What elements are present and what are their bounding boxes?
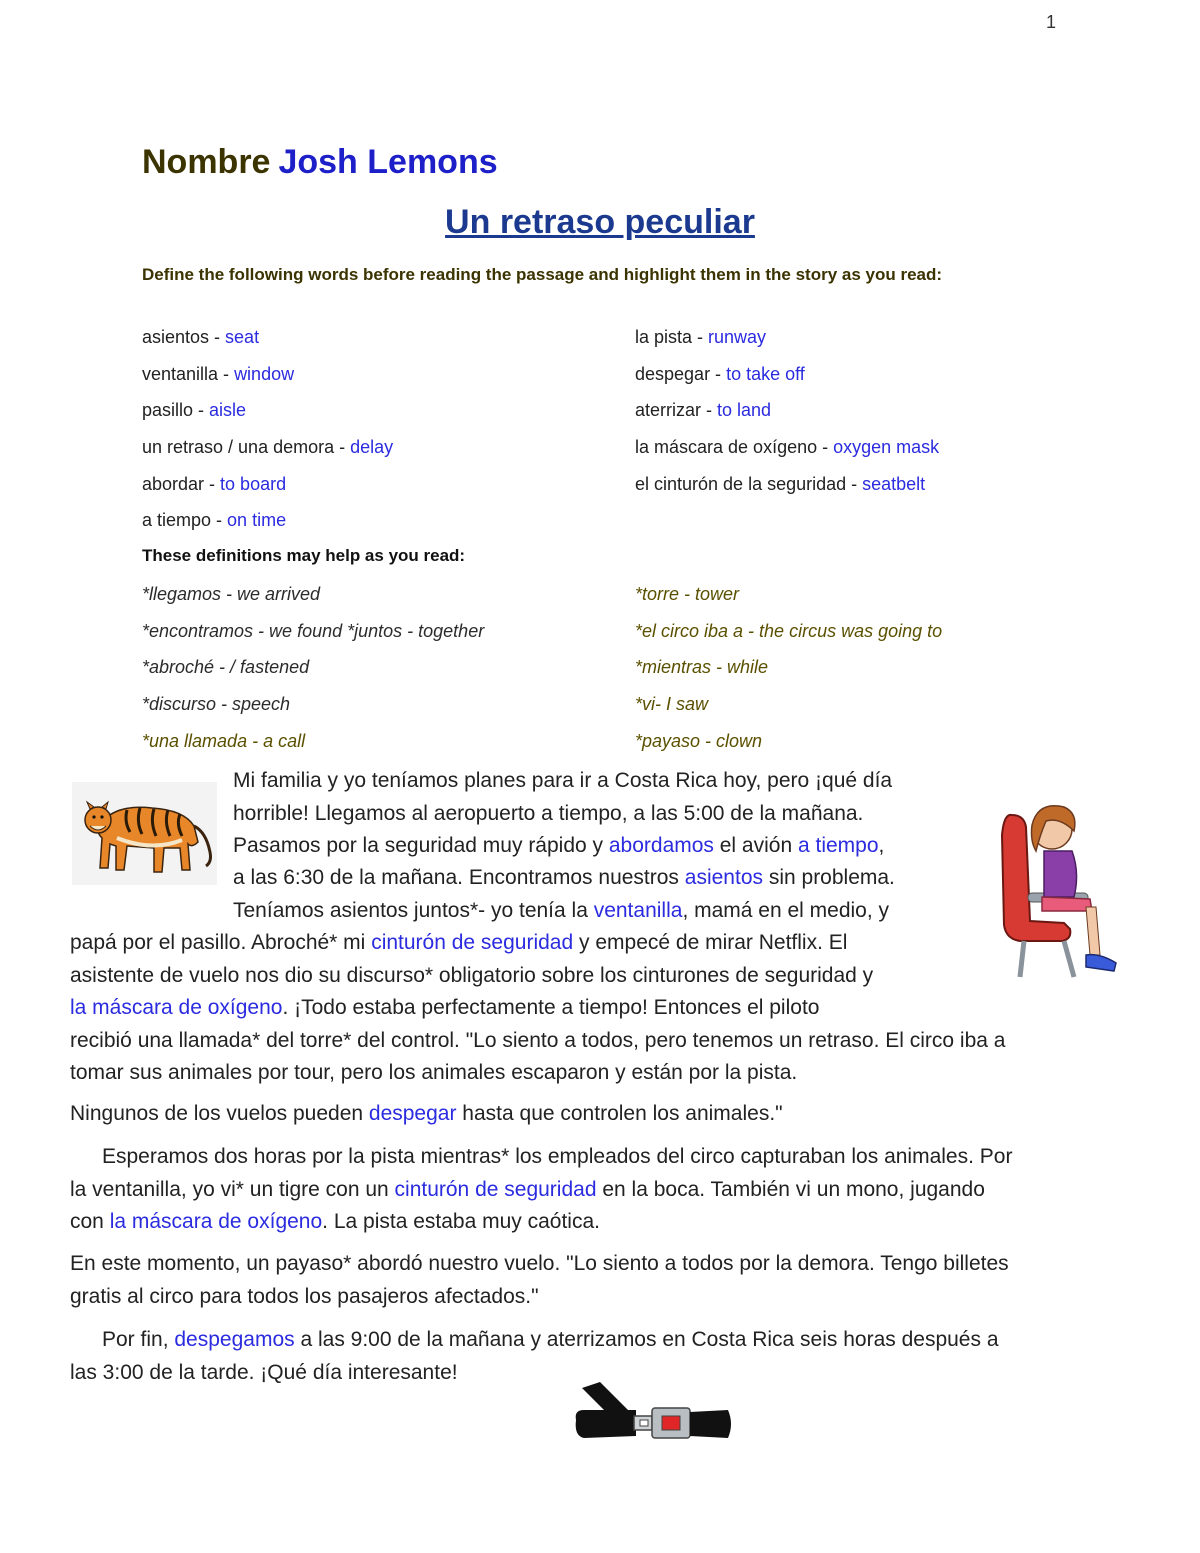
vocab-def: to board — [220, 474, 287, 494]
instructions: Define the following words before reading the passage and highlight them in the story as you read: — [142, 265, 943, 284]
story-text: a las 6:30 de la mañana. Encontramos nuestros — [233, 866, 685, 889]
story-text: Ningunos de los vuelos pueden — [70, 1102, 369, 1125]
vocab-term: un retraso / una demora - — [142, 437, 351, 457]
highlight-word: a tiempo — [797, 834, 879, 857]
help-item: *abroché - / fastened — [142, 657, 310, 677]
story-line: Mi familia y yo teníamos planes para ir a Costa Rica hoy, pero ¡qué día — [233, 769, 893, 792]
name-label: Nombre — [142, 143, 271, 181]
help-item: *encontramos - we found *juntos - together — [142, 621, 485, 641]
story-text: con — [70, 1210, 110, 1233]
vocab-term: pasillo - — [142, 400, 210, 420]
story-text: a las 9:00 de la mañana y aterrizamos en Costa Rica seis horas después a — [294, 1328, 999, 1351]
vocab-def: delay — [350, 437, 394, 457]
story-text: . La pista estaba muy caótica. — [322, 1210, 600, 1233]
tiger-icon — [72, 782, 217, 885]
story-line — [233, 895, 889, 928]
help-item: *vi- I saw — [635, 694, 709, 714]
story-line — [70, 1206, 600, 1239]
story-text: papá por el pasillo. Abroché* mi — [70, 931, 372, 954]
vocab-term: ventanilla - — [142, 364, 235, 384]
story-line — [70, 992, 819, 1025]
story-line — [70, 1098, 783, 1131]
name-line — [142, 143, 498, 182]
vocab-term: la máscara de oxígeno - — [635, 437, 834, 457]
highlight-word: despegar — [368, 1102, 457, 1125]
story-line — [233, 830, 884, 863]
story-line — [70, 1174, 985, 1207]
highlight-word: asientos — [684, 866, 763, 889]
story-text: . ¡Todo estaba perfectamente a tiempo! Entonces el piloto — [282, 996, 820, 1019]
help-item: *llegamos - we arrived — [142, 584, 321, 604]
page-title: Un retraso peculiar — [445, 203, 755, 241]
story-text: sin problema. — [763, 866, 895, 889]
highlight-word: abordamos — [608, 834, 714, 857]
vocab-item — [635, 474, 925, 495]
vocab-item — [635, 400, 771, 421]
story-line: recibió una llamada* del torre* del control. "Lo siento a todos, pero tenemos un retraso. El circo iba a — [70, 1029, 1006, 1052]
story-text: hasta que controlen los animales." — [456, 1102, 783, 1125]
story-line — [102, 1324, 999, 1357]
vocab-term: el cinturón de la seguridad - — [635, 474, 863, 494]
vocab-def: runway — [708, 327, 767, 347]
vocab-term: a tiempo - — [142, 510, 228, 530]
highlight-word: la máscara de oxígeno — [70, 996, 283, 1019]
highlight-word: despegamos — [174, 1328, 295, 1351]
vocab-item — [142, 364, 294, 385]
highlight-word: cinturón de seguridad — [371, 931, 574, 954]
story-text: Teníamos asientos juntos*- yo tenía la — [233, 899, 594, 922]
vocab-def: oxygen mask — [833, 437, 940, 457]
vocab-def: aisle — [209, 400, 247, 420]
help-item: *payaso - clown — [635, 731, 763, 751]
vocab-item — [142, 327, 259, 348]
help-item: *torre - tower — [635, 584, 740, 604]
vocab-term: abordar - — [142, 474, 221, 494]
seatbelt-icon — [570, 1380, 735, 1450]
highlight-word: cinturón de seguridad — [394, 1178, 597, 1201]
help-item: *discurso - speech — [142, 694, 291, 714]
vocab-def: seatbelt — [862, 474, 926, 494]
story-line: gratis al circo para todos los pasajeros afectados." — [70, 1285, 539, 1308]
vocab-item — [142, 474, 286, 495]
story-line: las 3:00 de la tarde. ¡Qué día interesante! — [70, 1361, 458, 1384]
help-item: *el circo iba a - the circus was going to — [635, 621, 943, 641]
story-text: Pasamos por la seguridad muy rápido y — [233, 834, 609, 857]
vocab-item — [142, 400, 246, 421]
vocab-item — [635, 327, 766, 348]
story-text: la ventanilla, yo vi* un tigre con un — [70, 1178, 395, 1201]
vocab-term: despegar - — [635, 364, 727, 384]
vocab-def: to land — [717, 400, 772, 420]
vocab-item — [142, 437, 393, 458]
helps-heading: These definitions may help as you read: — [142, 546, 466, 565]
story-text: Por fin, — [102, 1328, 175, 1351]
vocab-def: to take off — [726, 364, 805, 384]
story-text: , — [878, 834, 885, 857]
page-number: 1 — [1046, 12, 1057, 32]
name-value: Josh Lemons — [278, 143, 498, 181]
vocab-item — [635, 437, 939, 458]
story-line: tomar sus animales por tour, pero los animales escaparon y están por la pista. — [70, 1061, 798, 1084]
highlight-word: ventanilla — [593, 899, 683, 922]
vocab-term: asientos - — [142, 327, 226, 347]
vocab-item — [142, 510, 286, 531]
story-text: en la boca. También vi un mono, jugando — [596, 1178, 985, 1201]
story-text: y empecé de mirar Netflix. El — [573, 931, 848, 954]
vocab-def: seat — [225, 327, 260, 347]
vocab-term: aterrizar - — [635, 400, 718, 420]
story-line — [233, 862, 895, 895]
child-in-seat-icon — [990, 795, 1130, 980]
highlight-word: la máscara de oxígeno — [109, 1210, 323, 1233]
story-line: Esperamos dos horas por la pista mientras* los empleados del circo capturaban los animales. Por — [102, 1145, 1013, 1168]
story-line: En este momento, un payaso* abordó nuestro vuelo. "Lo siento a todos por la demora. Tengo billetes — [70, 1252, 1009, 1275]
story-line — [70, 927, 847, 960]
story-line: asistente de vuelo nos dio su discurso* obligatorio sobre los cinturones de seguridad y — [70, 964, 874, 987]
vocab-def: on time — [227, 510, 287, 530]
story-text: el avión — [713, 834, 798, 857]
help-item: *mientras - while — [635, 657, 769, 677]
vocab-term: la pista - — [635, 327, 709, 347]
story-text: , mamá en el medio, y — [682, 899, 890, 922]
vocab-def: window — [234, 364, 295, 384]
vocab-item — [635, 364, 805, 385]
help-item: *una llamada - a call — [142, 731, 306, 751]
story-line: horrible! Llegamos al aeropuerto a tiempo, a las 5:00 de la mañana. — [233, 802, 864, 825]
